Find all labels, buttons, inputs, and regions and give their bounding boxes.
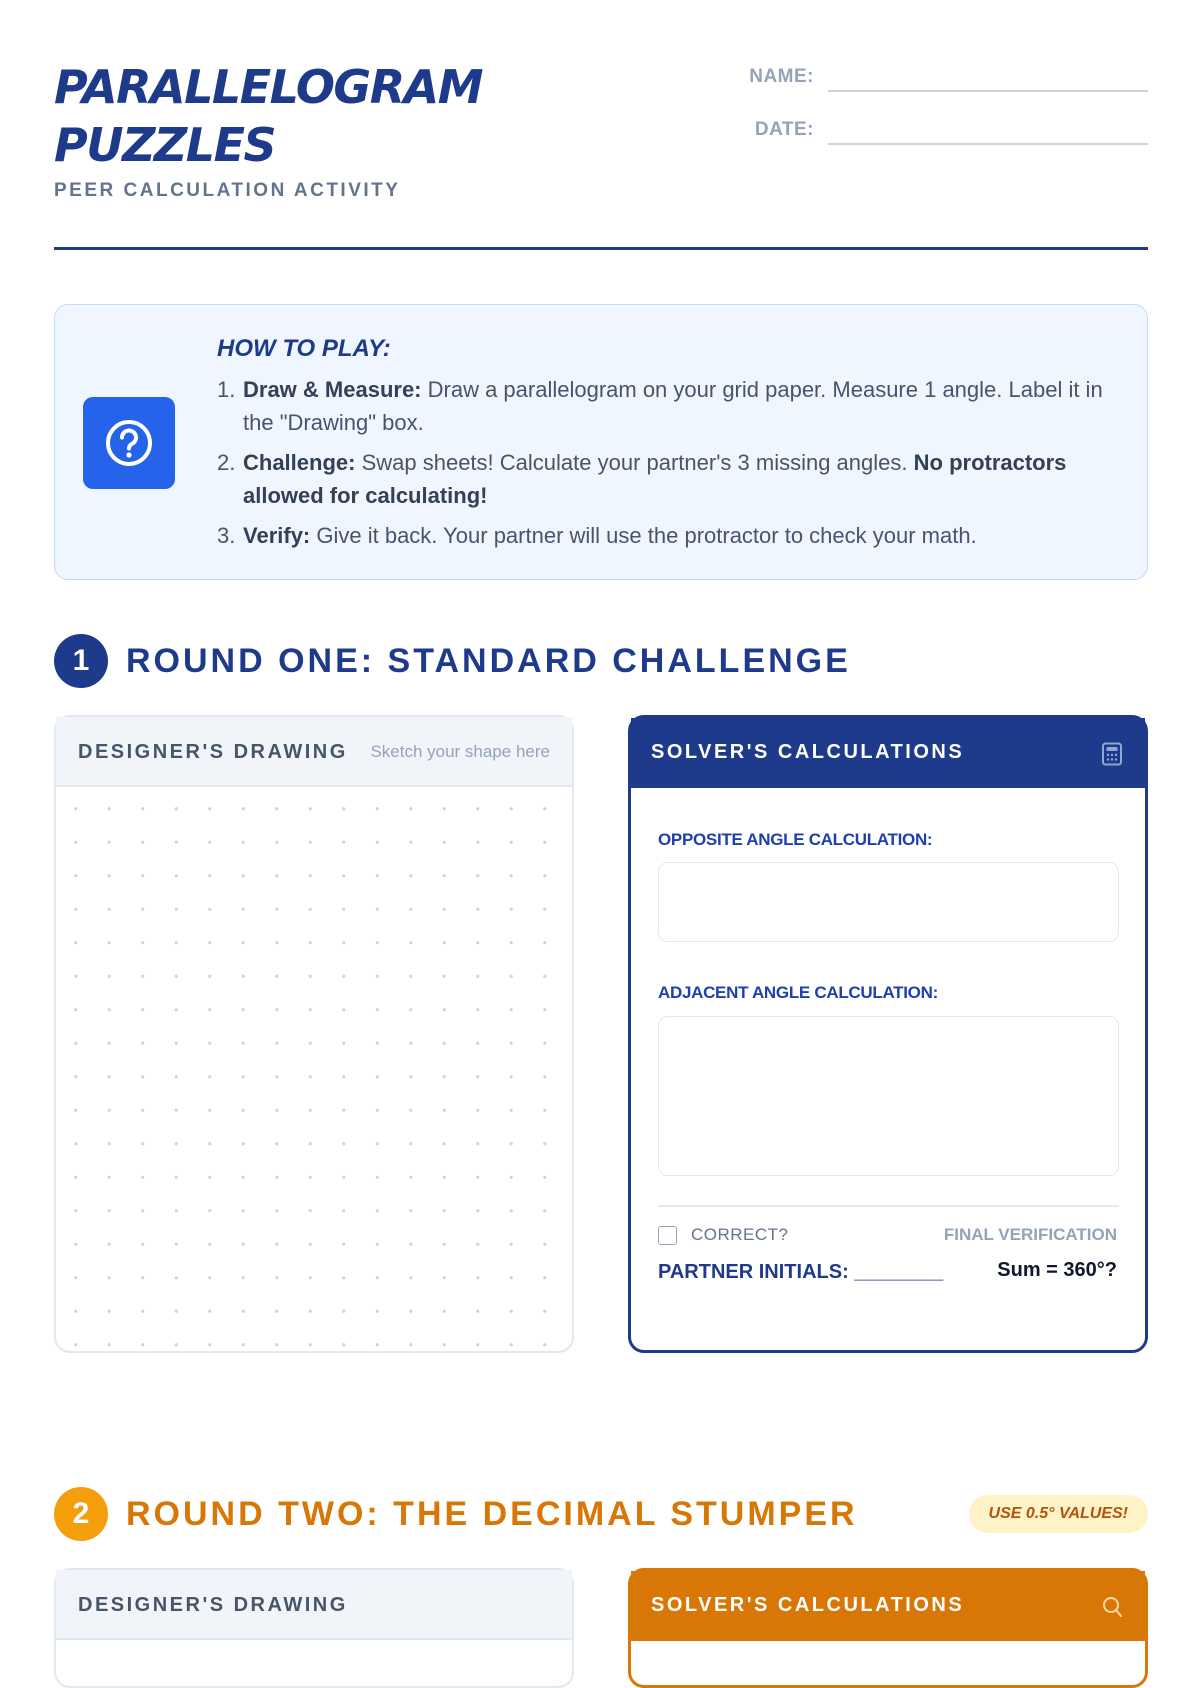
drawing-card-header: [56, 717, 572, 787]
round-title: ROUND ONE: STANDARD CHALLENGE: [126, 642, 851, 680]
name-line[interactable]: [828, 90, 1148, 92]
drawing-hint: Sketch your shape here: [370, 742, 550, 761]
calculator-icon: [1101, 742, 1123, 771]
round-number-badge: 1: [54, 634, 108, 688]
solver-calculations-card: [628, 1568, 1148, 1688]
final-verification-label: FINAL VERIFICATION: [943, 1225, 1117, 1244]
sum-check-label: Sum = 360°?: [997, 1259, 1117, 1281]
question-circle-icon: [83, 397, 175, 489]
divider: [658, 1205, 1119, 1207]
name-field[interactable]: [718, 56, 1148, 96]
solver-card-title: SOLVER'S CALCULATIONS: [651, 1594, 965, 1616]
opposite-angle-label: OPPOSITE ANGLE CALCULATION:: [658, 830, 933, 849]
round-one-heading: [54, 634, 1148, 688]
round-title: ROUND TWO: THE DECIMAL STUMPER: [126, 1495, 858, 1533]
worksheet-header: [54, 52, 1148, 250]
date-label: DATE:: [754, 119, 814, 140]
how-to-play-steps: [217, 373, 1117, 559]
page-subtitle: PEER CALCULATION ACTIVITY: [54, 180, 401, 201]
correct-checkbox[interactable]: [658, 1226, 677, 1245]
how-to-play-title: HOW TO PLAY:: [217, 335, 391, 362]
opposite-angle-input[interactable]: [658, 862, 1119, 942]
drawing-card-header: [56, 1570, 572, 1640]
page-title: PARALLELOGRAM PUZZLES: [54, 60, 482, 172]
drawing-card-title: DESIGNER'S DRAWING: [78, 741, 348, 763]
adjacent-angle-label: ADJACENT ANGLE CALCULATION:: [658, 983, 938, 1002]
adjacent-angle-input[interactable]: [658, 1016, 1119, 1176]
date-line[interactable]: [828, 143, 1148, 145]
how-to-play-panel: [54, 304, 1148, 580]
decimal-values-badge: USE 0.5° VALUES!: [969, 1495, 1148, 1533]
step-item: 3. Verify: Give it back. Your partner will use the protractor to check your math.: [217, 523, 977, 548]
correct-label: CORRECT?: [691, 1225, 789, 1244]
solver-calculations-card: [628, 715, 1148, 1353]
solver-card-header: [631, 718, 1145, 788]
solver-card-header: [631, 1571, 1145, 1641]
dot-grid-drawing-area[interactable]: [56, 789, 572, 1351]
name-label: NAME:: [749, 66, 814, 87]
search-icon: [1101, 1595, 1123, 1624]
round-number-badge: 2: [54, 1487, 108, 1541]
partner-initials-field[interactable]: PARTNER INITIALS: ________: [658, 1261, 944, 1283]
solver-card-title: SOLVER'S CALCULATIONS: [651, 741, 965, 763]
designer-drawing-card: [54, 715, 574, 1353]
date-field[interactable]: [718, 109, 1148, 149]
step-item: 2. Challenge: Swap sheets! Calculate your partner's 3 missing angles. No protractors allowed for calculating!: [217, 450, 1067, 508]
step-item: 1. Draw & Measure: Draw a parallelogram on your grid paper. Measure 1 angle. Label it in the "Drawing" box.: [217, 377, 1103, 435]
round-two-heading: [54, 1487, 1148, 1541]
designer-drawing-card: [54, 1568, 574, 1688]
drawing-card-title: DESIGNER'S DRAWING: [78, 1594, 348, 1616]
